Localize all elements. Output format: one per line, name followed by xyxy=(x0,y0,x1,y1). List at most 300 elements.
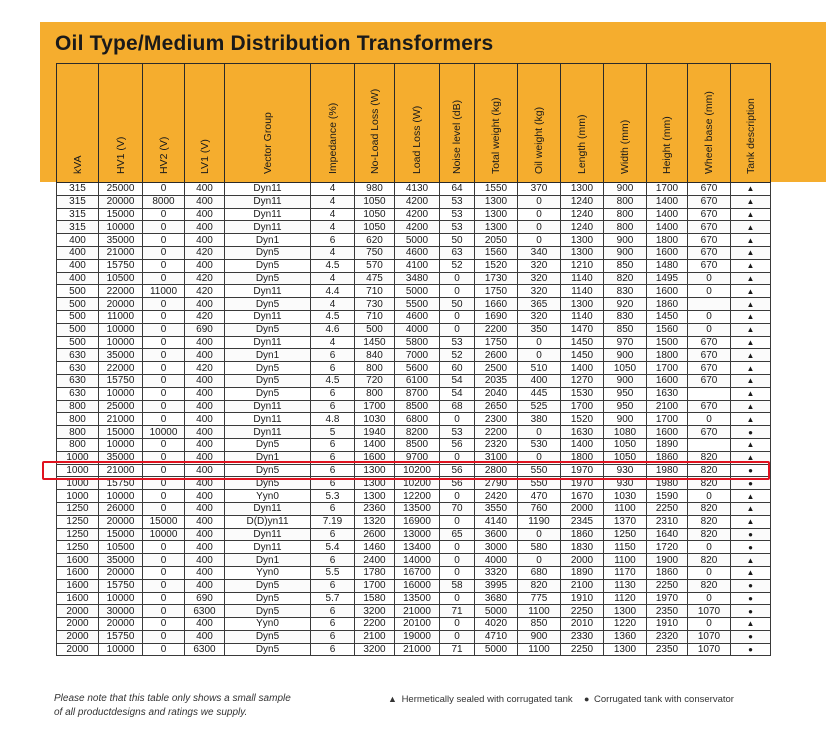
table-cell: Dyn5 xyxy=(225,630,311,643)
table-row xyxy=(57,605,771,618)
table-header-row xyxy=(57,64,771,183)
column-header xyxy=(518,64,561,183)
table-cell: 4.6 xyxy=(311,323,355,336)
table-cell: 420 xyxy=(185,362,225,375)
table-cell: ▲ xyxy=(731,515,771,528)
table-cell: 13500 xyxy=(395,592,440,605)
table-cell: 0 xyxy=(143,400,185,413)
table-cell: 0 xyxy=(143,541,185,554)
table-cell: ▲ xyxy=(731,259,771,272)
table-cell: 11000 xyxy=(99,310,143,323)
table-cell: 53 xyxy=(440,221,475,234)
table-cell: 6 xyxy=(311,349,355,362)
table-cell: 2250 xyxy=(561,643,604,656)
table-cell: 800 xyxy=(57,426,99,439)
table-cell: 6300 xyxy=(185,605,225,618)
table-cell: Dyn11 xyxy=(225,285,311,298)
table-cell: 670 xyxy=(688,259,731,272)
table-cell: 1050 xyxy=(355,195,395,208)
table-cell: 10200 xyxy=(395,464,440,477)
table-cell: 1860 xyxy=(647,566,688,579)
table-cell: 2000 xyxy=(561,502,604,515)
table-cell: 71 xyxy=(440,643,475,656)
table-cell xyxy=(688,438,731,451)
table-cell: 5.4 xyxy=(311,541,355,554)
table-cell: 830 xyxy=(604,310,647,323)
table-cell: ▲ xyxy=(731,451,771,464)
table-cell: 1910 xyxy=(647,618,688,631)
table-row xyxy=(57,195,771,208)
table-cell: 1240 xyxy=(561,208,604,221)
table-cell: 400 xyxy=(185,541,225,554)
table-cell: 670 xyxy=(688,208,731,221)
table-cell: 1600 xyxy=(647,426,688,439)
page-title: Oil Type/Medium Distribution Transformers xyxy=(55,32,494,55)
table-cell: Yyn0 xyxy=(225,490,311,503)
table-cell: 400 xyxy=(185,566,225,579)
table-cell: 7000 xyxy=(395,349,440,362)
table-cell: 8500 xyxy=(395,438,440,451)
table-cell: 58 xyxy=(440,579,475,592)
table-cell: Dyn5 xyxy=(225,362,311,375)
table-row xyxy=(57,643,771,656)
table-cell: ▲ xyxy=(731,234,771,247)
table-cell: 1080 xyxy=(604,426,647,439)
table-cell: 54 xyxy=(440,387,475,400)
table-cell: 1750 xyxy=(475,285,518,298)
table-cell: 1030 xyxy=(355,413,395,426)
column-header xyxy=(355,64,395,183)
table-row xyxy=(57,234,771,247)
table-cell: 1700 xyxy=(561,400,604,413)
table-cell: 500 xyxy=(57,285,99,298)
table-cell: 400 xyxy=(185,438,225,451)
table-cell: 850 xyxy=(518,618,561,631)
table-cell: ▲ xyxy=(731,208,771,221)
table-cell: 570 xyxy=(355,259,395,272)
table-cell: 0 xyxy=(143,208,185,221)
table-cell: 0 xyxy=(143,554,185,567)
table-cell: 1000 xyxy=(57,451,99,464)
table-cell: 1530 xyxy=(561,387,604,400)
table-cell: ● xyxy=(731,630,771,643)
table-cell: 2500 xyxy=(475,362,518,375)
table-cell: 0 xyxy=(518,195,561,208)
table-cell: 2000 xyxy=(57,630,99,643)
column-header xyxy=(143,64,185,183)
column-header-label: Load Loss (W) xyxy=(411,105,423,174)
table-cell: 530 xyxy=(518,438,561,451)
table-cell: 6 xyxy=(311,579,355,592)
table-cell: 820 xyxy=(688,528,731,541)
table-cell: 820 xyxy=(688,554,731,567)
table-cell: 0 xyxy=(440,285,475,298)
table-cell: 5000 xyxy=(475,605,518,618)
table-row xyxy=(57,618,771,631)
table-cell: Dyn5 xyxy=(225,605,311,618)
column-header xyxy=(225,64,311,183)
table-cell: 1300 xyxy=(355,477,395,490)
table-row xyxy=(57,502,771,515)
table-cell: 15750 xyxy=(99,259,143,272)
table-row xyxy=(57,208,771,221)
table-cell: ▲ xyxy=(731,336,771,349)
table-cell: 0 xyxy=(518,554,561,567)
table-cell: 670 xyxy=(688,349,731,362)
table-cell: 53 xyxy=(440,208,475,221)
table-cell: 2000 xyxy=(57,618,99,631)
table-cell: 0 xyxy=(440,323,475,336)
table-cell: 550 xyxy=(518,464,561,477)
table-cell: 1300 xyxy=(475,208,518,221)
table-cell: 4 xyxy=(311,195,355,208)
table-cell: 2200 xyxy=(355,618,395,631)
table-cell: 500 xyxy=(57,336,99,349)
table-cell: Dyn11 xyxy=(225,502,311,515)
table-cell: ▲ xyxy=(731,323,771,336)
table-cell: 1300 xyxy=(475,195,518,208)
table-cell: 400 xyxy=(185,464,225,477)
table-cell: 1250 xyxy=(604,528,647,541)
table-cell: 0 xyxy=(143,464,185,477)
table-cell: 820 xyxy=(688,502,731,515)
table-cell: ● xyxy=(731,579,771,592)
table-cell: 0 xyxy=(518,221,561,234)
table-cell: ▲ xyxy=(731,183,771,196)
table-cell: 4.5 xyxy=(311,374,355,387)
table-cell: 2250 xyxy=(647,579,688,592)
table-cell: 2000 xyxy=(57,605,99,618)
table-cell: 400 xyxy=(185,374,225,387)
table-cell: ▲ xyxy=(731,438,771,451)
table-cell: 400 xyxy=(185,630,225,643)
table-cell: 10000 xyxy=(99,438,143,451)
table-cell: 0 xyxy=(440,310,475,323)
table-cell: 10000 xyxy=(99,221,143,234)
table-cell: 1600 xyxy=(57,566,99,579)
table-cell: 0 xyxy=(143,643,185,656)
table-cell: 15000 xyxy=(99,426,143,439)
table-cell: 0 xyxy=(440,554,475,567)
table-cell: 1320 xyxy=(355,515,395,528)
table-cell: 400 xyxy=(57,234,99,247)
table-cell: 30000 xyxy=(99,605,143,618)
table-cell xyxy=(688,387,731,400)
table-cell: 10000 xyxy=(143,426,185,439)
table-cell: 1750 xyxy=(475,336,518,349)
triangle-icon: ▲ xyxy=(388,694,397,704)
dot-icon: ● xyxy=(583,694,590,704)
table-cell: 800 xyxy=(57,400,99,413)
table-cell: 500 xyxy=(57,298,99,311)
table-cell: ● xyxy=(731,464,771,477)
table-cell: 35000 xyxy=(99,451,143,464)
table-cell: 1360 xyxy=(604,630,647,643)
table-cell: 445 xyxy=(518,387,561,400)
table-cell: 1050 xyxy=(355,221,395,234)
table-cell: 800 xyxy=(355,387,395,400)
table-cell: 1070 xyxy=(688,605,731,618)
table-cell: 0 xyxy=(440,618,475,631)
table-cell: 400 xyxy=(185,298,225,311)
table-cell: 1940 xyxy=(355,426,395,439)
table-cell: 2050 xyxy=(475,234,518,247)
footnote-line-2: of all productdesigns and ratings we supply. xyxy=(54,707,248,718)
table-cell: 470 xyxy=(518,490,561,503)
table-cell: 320 xyxy=(518,285,561,298)
table-cell: 3000 xyxy=(475,541,518,554)
table-cell: 1450 xyxy=(561,349,604,362)
table-cell: 1520 xyxy=(475,259,518,272)
table-cell: 0 xyxy=(143,323,185,336)
table-cell: 2330 xyxy=(561,630,604,643)
table-cell: 1370 xyxy=(604,515,647,528)
table-cell: 315 xyxy=(57,183,99,196)
table-cell: 0 xyxy=(143,336,185,349)
table-cell: 820 xyxy=(604,272,647,285)
table-cell: 0 xyxy=(518,208,561,221)
table-cell: 820 xyxy=(518,579,561,592)
table-cell: 500 xyxy=(57,310,99,323)
table-cell: 370 xyxy=(518,183,561,196)
table-cell: 5000 xyxy=(475,643,518,656)
table-cell: 10000 xyxy=(99,323,143,336)
table-cell: 315 xyxy=(57,208,99,221)
table-cell: 400 xyxy=(185,477,225,490)
table-cell: 26000 xyxy=(99,502,143,515)
table-cell: 1550 xyxy=(475,183,518,196)
table-cell: 10500 xyxy=(99,272,143,285)
table-cell: 10000 xyxy=(99,643,143,656)
table-cell: 0 xyxy=(143,413,185,426)
table-cell: 3320 xyxy=(475,566,518,579)
table-cell: 630 xyxy=(57,374,99,387)
table-cell: 400 xyxy=(185,259,225,272)
table-cell: 15000 xyxy=(99,528,143,541)
table-cell: Dyn11 xyxy=(225,195,311,208)
table-cell: 2040 xyxy=(475,387,518,400)
table-cell: 1170 xyxy=(604,566,647,579)
column-header xyxy=(604,64,647,183)
table-cell: 1400 xyxy=(355,438,395,451)
table-cell: 1000 xyxy=(57,464,99,477)
table-cell: 380 xyxy=(518,413,561,426)
table-cell: 315 xyxy=(57,221,99,234)
table-cell: 1070 xyxy=(688,630,731,643)
table-cell: 6 xyxy=(311,400,355,413)
table-cell: 1500 xyxy=(647,336,688,349)
table-cell: 1910 xyxy=(561,592,604,605)
table-cell: 13400 xyxy=(395,541,440,554)
table-cell: 1000 xyxy=(57,477,99,490)
table-cell: 820 xyxy=(688,579,731,592)
table-cell: 6 xyxy=(311,643,355,656)
table-cell: 820 xyxy=(688,464,731,477)
table-cell: 900 xyxy=(604,246,647,259)
table-cell: 6 xyxy=(311,234,355,247)
table-cell: ▲ xyxy=(731,413,771,426)
table-cell: 25000 xyxy=(99,183,143,196)
table-cell: 13500 xyxy=(395,502,440,515)
table-cell: 670 xyxy=(688,183,731,196)
table-cell: D(D)yn11 xyxy=(225,515,311,528)
table-row xyxy=(57,387,771,400)
table-cell: 15750 xyxy=(99,374,143,387)
table-cell: 1070 xyxy=(688,643,731,656)
column-header-label: Impedance (%) xyxy=(326,102,339,174)
table-cell: ▲ xyxy=(731,221,771,234)
table-cell: Dyn1 xyxy=(225,451,311,464)
table-cell: 25000 xyxy=(99,400,143,413)
table-cell: 6 xyxy=(311,605,355,618)
table-cell: 820 xyxy=(688,515,731,528)
table-cell: 850 xyxy=(604,323,647,336)
table-cell: 1400 xyxy=(647,195,688,208)
table-cell: 0 xyxy=(143,298,185,311)
table-cell: 1495 xyxy=(647,272,688,285)
table-cell: 400 xyxy=(185,451,225,464)
table-cell: 15750 xyxy=(99,630,143,643)
table-cell: 2320 xyxy=(475,438,518,451)
table-cell: ▲ xyxy=(731,400,771,413)
table-cell: 670 xyxy=(688,400,731,413)
table-cell: 1100 xyxy=(518,643,561,656)
table-cell: 420 xyxy=(185,310,225,323)
table-cell: 400 xyxy=(185,336,225,349)
table-cell: 2400 xyxy=(355,554,395,567)
table-cell: 6 xyxy=(311,502,355,515)
table-cell: 0 xyxy=(143,259,185,272)
table-cell: 850 xyxy=(604,259,647,272)
table-cell: 4100 xyxy=(395,259,440,272)
table-cell: 20000 xyxy=(99,195,143,208)
table-cell: 0 xyxy=(440,515,475,528)
table-cell: 0 xyxy=(143,605,185,618)
table-cell: 53 xyxy=(440,195,475,208)
table-cell: 775 xyxy=(518,592,561,605)
table-cell: 52 xyxy=(440,259,475,272)
table-cell: 1050 xyxy=(604,362,647,375)
table-cell: 670 xyxy=(688,234,731,247)
table-cell: 2360 xyxy=(355,502,395,515)
table-cell: 50 xyxy=(440,234,475,247)
table-cell: 0 xyxy=(518,336,561,349)
table-cell: 800 xyxy=(604,221,647,234)
table-cell: 0 xyxy=(143,592,185,605)
table-cell: 2790 xyxy=(475,477,518,490)
column-header-label: Vector Group xyxy=(261,112,274,174)
table-cell: 320 xyxy=(518,259,561,272)
table-cell: 900 xyxy=(518,630,561,643)
legend-conservator-label: Corrugated tank with conservator xyxy=(594,694,734,705)
table-cell: 1700 xyxy=(355,400,395,413)
table-cell: 4000 xyxy=(475,554,518,567)
table-row xyxy=(57,362,771,375)
table-cell: 1400 xyxy=(561,438,604,451)
table-cell: 400 xyxy=(185,413,225,426)
table-cell: 63 xyxy=(440,246,475,259)
table-cell: 3550 xyxy=(475,502,518,515)
table-cell: Dyn5 xyxy=(225,464,311,477)
table-cell: 1300 xyxy=(561,234,604,247)
table-cell: 0 xyxy=(688,272,731,285)
table-cell: 2420 xyxy=(475,490,518,503)
table-cell: 6 xyxy=(311,477,355,490)
table-cell: ▲ xyxy=(731,502,771,515)
table-cell: 400 xyxy=(185,195,225,208)
table-cell: 0 xyxy=(688,310,731,323)
table-cell: ● xyxy=(731,477,771,490)
table-cell: 6 xyxy=(311,387,355,400)
table-cell: 4600 xyxy=(395,310,440,323)
table-row xyxy=(57,566,771,579)
table-cell: 8200 xyxy=(395,426,440,439)
table-cell: 670 xyxy=(688,336,731,349)
table-cell: 1780 xyxy=(355,566,395,579)
table-cell: 400 xyxy=(185,515,225,528)
table-cell: 800 xyxy=(604,195,647,208)
table-cell: ▲ xyxy=(731,246,771,259)
table-cell: 0 xyxy=(440,592,475,605)
table-cell: 2320 xyxy=(647,630,688,643)
table-cell: 1000 xyxy=(57,490,99,503)
column-header-label: No-Load Loss (W) xyxy=(368,88,381,174)
table-cell xyxy=(688,298,731,311)
table-cell: 1050 xyxy=(604,438,647,451)
table-cell: 2035 xyxy=(475,374,518,387)
table-row xyxy=(57,451,771,464)
table-cell: Dyn5 xyxy=(225,438,311,451)
table-cell: 9700 xyxy=(395,451,440,464)
column-header-label: LV1 (V) xyxy=(198,139,211,174)
table-cell: 1600 xyxy=(57,579,99,592)
column-header-label: Height (mm) xyxy=(661,116,673,174)
table-cell: 1050 xyxy=(355,208,395,221)
table-cell: 1190 xyxy=(518,515,561,528)
table-cell: Dyn5 xyxy=(225,272,311,285)
table-cell: 4.8 xyxy=(311,413,355,426)
table-cell: Dyn5 xyxy=(225,592,311,605)
table-cell: Dyn11 xyxy=(225,528,311,541)
table-cell: 690 xyxy=(185,323,225,336)
table-cell: 1730 xyxy=(475,272,518,285)
table-cell: 4600 xyxy=(395,246,440,259)
table-cell: ▲ xyxy=(731,362,771,375)
table-cell: ▲ xyxy=(731,387,771,400)
table-cell: 5.3 xyxy=(311,490,355,503)
table-cell: 1140 xyxy=(561,272,604,285)
table-cell: 53 xyxy=(440,336,475,349)
table-cell: 0 xyxy=(688,490,731,503)
table-cell: 1400 xyxy=(647,221,688,234)
table-cell: 6800 xyxy=(395,413,440,426)
table-cell: 0 xyxy=(143,246,185,259)
table-cell: 1600 xyxy=(57,592,99,605)
table-cell: 2010 xyxy=(561,618,604,631)
table-cell: 900 xyxy=(604,183,647,196)
table-cell: 1300 xyxy=(561,246,604,259)
table-cell: 1450 xyxy=(355,336,395,349)
table-cell: 20000 xyxy=(99,618,143,631)
table-cell: 0 xyxy=(688,566,731,579)
table-cell: 930 xyxy=(604,464,647,477)
table-cell: ● xyxy=(731,528,771,541)
table-cell: 1400 xyxy=(647,208,688,221)
table-cell: 60 xyxy=(440,362,475,375)
table-cell: 720 xyxy=(355,374,395,387)
table-cell: 0 xyxy=(518,234,561,247)
table-cell: 3100 xyxy=(475,451,518,464)
